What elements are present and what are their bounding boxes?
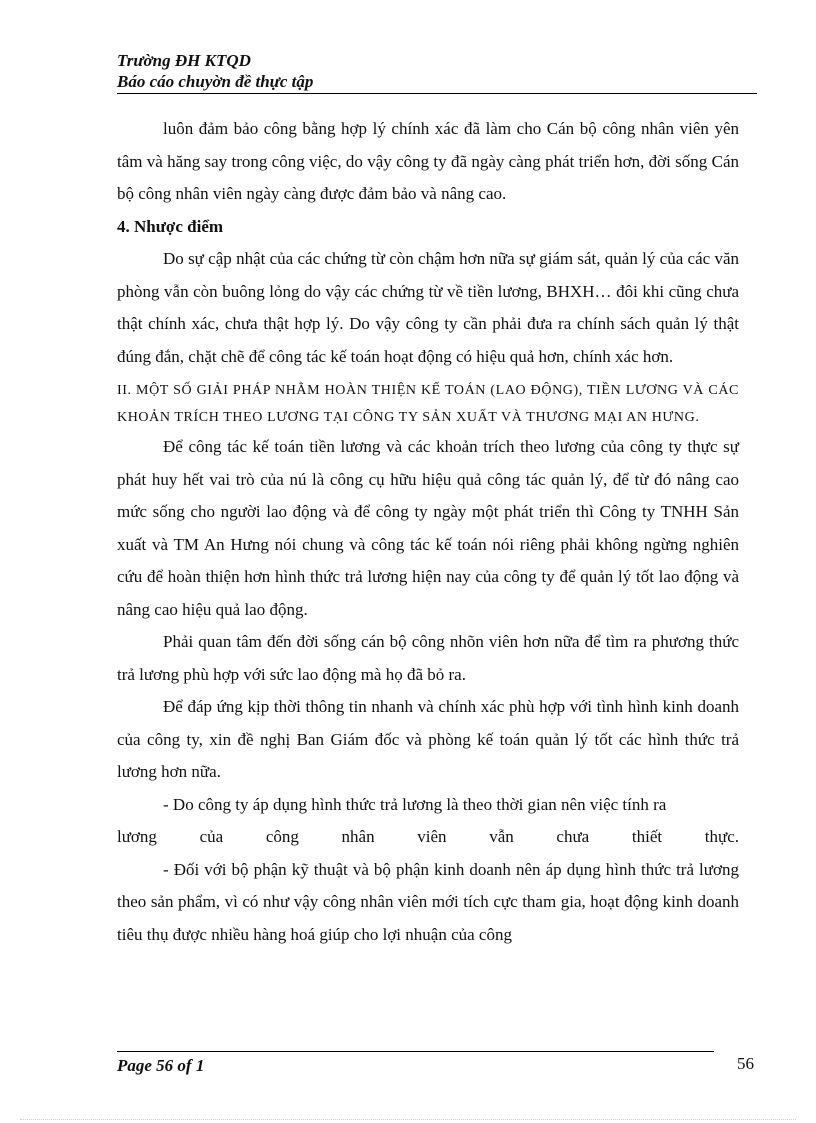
bullet-paragraph: - Đối với bộ phận kỹ thuật và bộ phận kinh doanh nên áp dụng hình thức trả lương theo sản phẩm, vì có như vậy công nhân viên mới tích cực tham gia, hoạt động kinh doanh tiêu thụ được nhiều hàng hoá giúp cho lợi nhuận của công	[117, 859, 739, 944]
bullet-paragraph: - Do công ty áp dụng hình thức trả lương là theo thời gian nên việc tính ra	[163, 794, 667, 814]
paragraph: Do sự cập nhật của các chứng từ còn chậm hơn nữa sự giám sát, quản lý của các văn phòng vẫn còn buông lỏng do vậy các chứng từ về tiền lương, BHXH… đôi khi cũng chưa thật chính xác, chưa thật hợp lý. Do vậy công ty cần phải đưa ra chính sách quản lý thật đúng đắn, chặt chẽ để công tác kế toán hoạt động có hiệu quả hơn, chính xác hơn.	[117, 249, 739, 366]
page-header	[117, 50, 757, 92]
header-rule	[117, 93, 757, 94]
paragraph: Phải quan tâm đến đời sống cán bộ công nhõn viên hơn nữa để tìm ra phương thức trả lương phù hợp với sức lao động mà họ đã bỏ ra.	[117, 632, 739, 684]
document-body	[117, 113, 739, 951]
footer-page-number: 56	[737, 1054, 754, 1073]
paragraph: Để đáp ứng kịp thời thông tin nhanh và chính xác phù hợp với tình hình kinh doanh của công ty, xin đề nghị Ban Giám đốc và phòng kế toán quản lý tốt các hình thức trả lương hơn nữa.	[117, 697, 739, 781]
header-report-title: Báo cáo chuyờn đề thực tập	[117, 72, 314, 91]
page-bottom-divider	[20, 1119, 796, 1120]
bullet-paragraph-continuation: lương của công nhân viên vẫn chưa thiết thực.	[117, 827, 739, 846]
header-school: Trường ĐH KTQD	[117, 51, 251, 70]
footer-rule	[117, 1051, 714, 1052]
section-heading-II: II. MỘT SỐ GIẢI PHÁP NHẰM HOÀN THIỆN KẾ TOÁN (LAO ĐỘNG), TIỀN LƯƠNG VÀ CÁC KHOẢN TRÍCH THEO LƯƠNG TẠI CÔNG TY SẢN XUẤT VÀ THƯƠNG MẠI AN HƯNG.	[117, 383, 739, 425]
section-heading-4: 4. Nhược điểm	[117, 216, 224, 236]
footer-page-label: Page 56 of 1	[117, 1056, 205, 1075]
paragraph: Để công tác kế toán tiền lương và các khoản trích theo lương của công ty thực sự phát huy hết vai trò của nú là công cụ hữu hiệu quả công tác quản lý, để từ đó nâng cao mức sống cho người lao động và để công ty ngày một phát triển thì Công ty TNHH Sản xuất và TM An Hưng nói chung và công tác kế toán nói riêng phải không ngừng nghiên cứu để hoàn thiện hơn hình thức trả lương hiện nay của công ty để quản lý tốt lao động và nâng cao hiệu quả lao động.	[117, 437, 739, 619]
paragraph: luôn đảm bảo công bằng hợp lý chính xác đã làm cho Cán bộ công nhân viên yên tâm và hăng say trong công việc, do vậy công ty đã ngày càng phát triển hơn, đời sống Cán bộ công nhân viên ngày càng được đảm bảo và nâng cao.	[117, 119, 739, 203]
